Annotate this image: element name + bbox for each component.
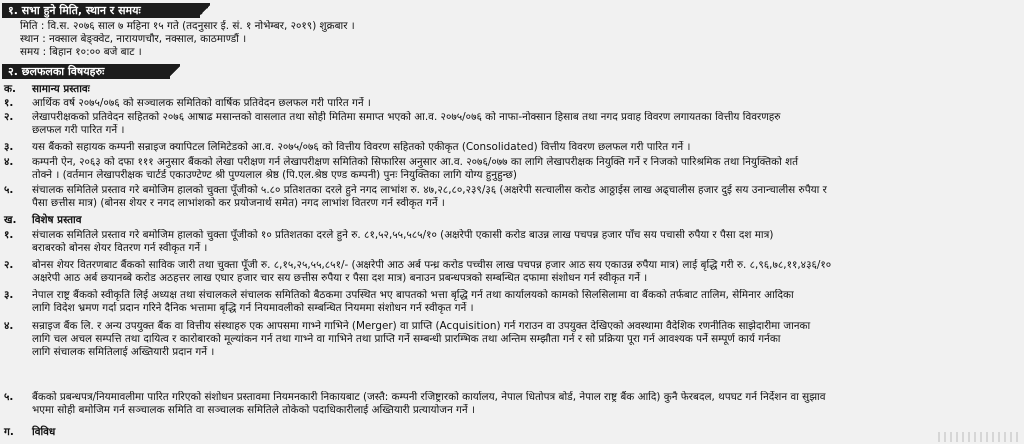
special-item-2-number: २. [4, 259, 14, 271]
general-item-3-number: ३. [4, 141, 14, 153]
special-item-4-text-line-2: लागि चल अचल सम्पत्ति तथा दायित्व र कारोबारको मूल्यांकन गर्न तथा गाभ्ने वा गाभिने तथा प्राप्ति गर्ने सम्बन्धी प्रारम्भिक तथा अन्तिम सम्झौता गर्न र सो प्रक्रिया पूरा गर्न आवश्यक पर्ने सम्पूर्ण कार्य गर्नका [32, 333, 781, 345]
special-proposal-title: विशेष प्रस्ताव [32, 214, 82, 226]
special-item-3-number: ३. [4, 289, 14, 301]
special-item-4-text-line-3: लागि संचालक समितिलाई अख्तियारी प्रदान गर्ने । [32, 346, 215, 358]
general-item-3-text: यस बैंकको सहायक कम्पनी सन्राइज क्यापिटल लिमिटेडको आ.व. २०७५/०७६ को वित्तीय विवरण सहितको एकीकृत (Consolidated) वित्तीय विवरण छलफल गरी पारित गर्ने । [32, 141, 691, 153]
special-item-2-text-line-1: बोनस शेयर वितरणबाट बैंकको साविक जारी तथा चुक्ता पूँजी रु. ८,१५,२५,५५,८५१/- (अक्षरेपी आठ अर्ब पन्ध्र करोड पच्चीस लाख पचपन्न हजार आठ सय एकाउन्न रुपैया मात्र) लाई बृद्धि गरी रु. ८,९६,७८,११,४३६/१० [32, 259, 832, 271]
special-item-1-text-line-2: बराबरको बोनस शेयर वितरण गर्न स्वीकृत गर्ने । [32, 242, 208, 254]
special-item-2-text-line-2: अक्षरेपी आठ अर्ब छयानब्बे करोड अठहत्तर लाख एघार हजार चार सय छत्तीस रुपैया र पैसा दश मात्र) बनाउन प्रबन्धपत्रको सम्बन्धित दफामा संशोधन गर्न स्वीकृत गर्ने । [32, 272, 648, 284]
special-item-5-text-line-1: बैंकको प्रबन्धपत्र/नियमावलीमा पारित गरिएको संशोधन प्रस्तावमा नियमनकारी निकायबाट (जस्तै: कम्पनी रजिष्ट्रारको कार्यालय, नेपाल धितोपत्र बोर्ड, नेपाल राष्ट्र बैंक आदि) कुनै फेरबदल, थपघट गर्न निर्देशन वा सुझाव [32, 391, 826, 403]
general-item-2-text-line-2: छलफल गरी पारित गर्ने । [32, 124, 125, 136]
section-2-header: २. छलफलका विषयहरुः [2, 64, 180, 79]
meeting-time-row: समय : बिहान १०:०० बजे बाट । [20, 46, 142, 58]
scan-noise-decoration [938, 432, 1018, 442]
general-proposal-label: क. [4, 83, 16, 95]
special-proposal-label: ख. [4, 214, 17, 226]
misc-title: विविध [32, 426, 56, 438]
general-item-2-number: २. [4, 111, 14, 123]
section-1-header: १. सभा हुने मिति, स्थान र समयः [2, 3, 210, 18]
general-item-5-number: ५. [4, 184, 14, 196]
special-item-4-text-line-1: सन्राइज बैंक लि. र अन्य उपयुक्त बैंक वा वित्तीय संस्थाहरु एक आपसमा गाभ्ने गाभिने (Merger) वा प्राप्ति (Acquisition) गर्न गराउन वा उपयुक्त देखिएको अवस्थामा वैदेशिक रणनीतिक साझेदारीमा जानका [32, 320, 811, 332]
special-item-5-number: ५. [4, 391, 14, 403]
general-item-2-text-line-1: लेखापरीक्षकको प्रतिवेदन सहितको २०७६ आषाढ मसान्तको वासलात तथा सोही मितिमा समाप्त भएको आ.व. २०७५/०७६ को नाफा-नोक्सान हिसाब तथा नगद प्रवाह विवरण लगायतका वित्तीय विवरणहरु [32, 111, 781, 123]
special-item-4-number: ४. [4, 320, 14, 332]
special-item-1-number: १. [4, 229, 14, 241]
general-item-5-text-line-2: पैसा छत्तीस मात्र) (बोनस शेयर र नगद लाभांशको कर प्रयोजनार्थ समेत) नगद लाभांश वितरण गर्न स्वीकृत गर्ने । [32, 197, 445, 209]
general-item-1-text: आर्थिक वर्ष २०७५/०७६ को सञ्चालक समितिको वार्षिक प्रतिवेदन छलफल गरी पारित गर्ने । [32, 97, 371, 109]
special-item-3-text-line-2: लागि विदेश भ्रमण गर्दा प्रदान गरिने दैनिक भत्तामा बृद्धि गर्न नियमावलीको सम्बन्धित नियममा संशोधन गर्न स्वीकृत गर्ने । [32, 302, 474, 314]
general-item-4-text-line-2: तोक्ने । (वर्तमान लेखापरीक्षक चार्टर्ड एकाउण्टेण्ट श्री पुण्यलाल श्रेष्ठ (पि.एल.श्रेष्ठ एण्ड कम्पनी) पुनः नियुक्तिका लागि योग्य हुनुहुन्छ) [32, 169, 517, 181]
special-item-1-text-line-1: संचालक समितिले प्रस्ताव गरे बमोजिम हालको चुक्ता पूँजीको १० प्रतिशतका दरले हुने रु. ८१,५२,५५,५८५/१० (अक्षरेपी एकासी करोड बाउन्न लाख पचपन्न हजार पाँच सय पचासी रुपैया र पैसा दश मात्र) [32, 229, 774, 241]
general-proposal-title: सामान्य प्रस्तावः [32, 83, 90, 95]
general-item-4-text-line-1: कम्पनी ऐन, २०६३ को दफा १११ अनुसार बैंकको लेखा परीक्षण गर्न लेखापरीक्षण समितिको सिफारिस अनुसार आ.व. २०७६/०७७ का लागि लेखापरीक्षक नियुक्ति गर्ने र निजको पारिश्रमिक तथा नियुक्तिको शर्त [32, 156, 799, 168]
special-item-5-text-line-2: भएमा सोही बमोजिम गर्न सञ्चालक समिति वा सञ्चालक समितिले तोकेको पदाधिकारीलाई अख्तियारी प्रत्यायोजन गर्ने । [32, 404, 475, 416]
special-item-3-text-line-1: नेपाल राष्ट्र बैंकको स्वीकृति लिई अध्यक्ष तथा संचालकले संचालक समितिको बैठकमा उपस्थित भए बापतको भत्ता बृद्धि गर्न तथा कार्यालयको कामको सिलसिलामा वा बैंकको तर्फबाट तालिम, सेमिनार आदिका [32, 289, 794, 301]
misc-label: ग. [4, 426, 14, 438]
general-item-1-number: १. [4, 97, 14, 109]
meeting-venue-row: स्थान : नक्साल बेङ्क्वेट, नारायणचौर, नक्साल, काठमाण्डौं । [20, 33, 247, 45]
general-item-5-text-line-1: संचालक समितिले प्रस्ताव गरे बमोजिम हालको चुक्ता पूँजीको ५.८० प्रतिशतका दरले हुने नगद लाभांश रु. ४७,२८,८०,२३९/३६ (अक्षरेपी सत्चालीस करोड आठ्ठाईस लाख अढ्चालीस हजार दुई सय उनान्चालीस रुपैया र [32, 184, 827, 196]
meeting-date-row: मिति : वि.स. २०७६ साल ७ महिना १५ गते (तदनुसार ई. सं. १ नोभेम्बर, २०१९) शुक्रबार । [20, 20, 355, 32]
general-item-4-number: ४. [4, 156, 14, 168]
